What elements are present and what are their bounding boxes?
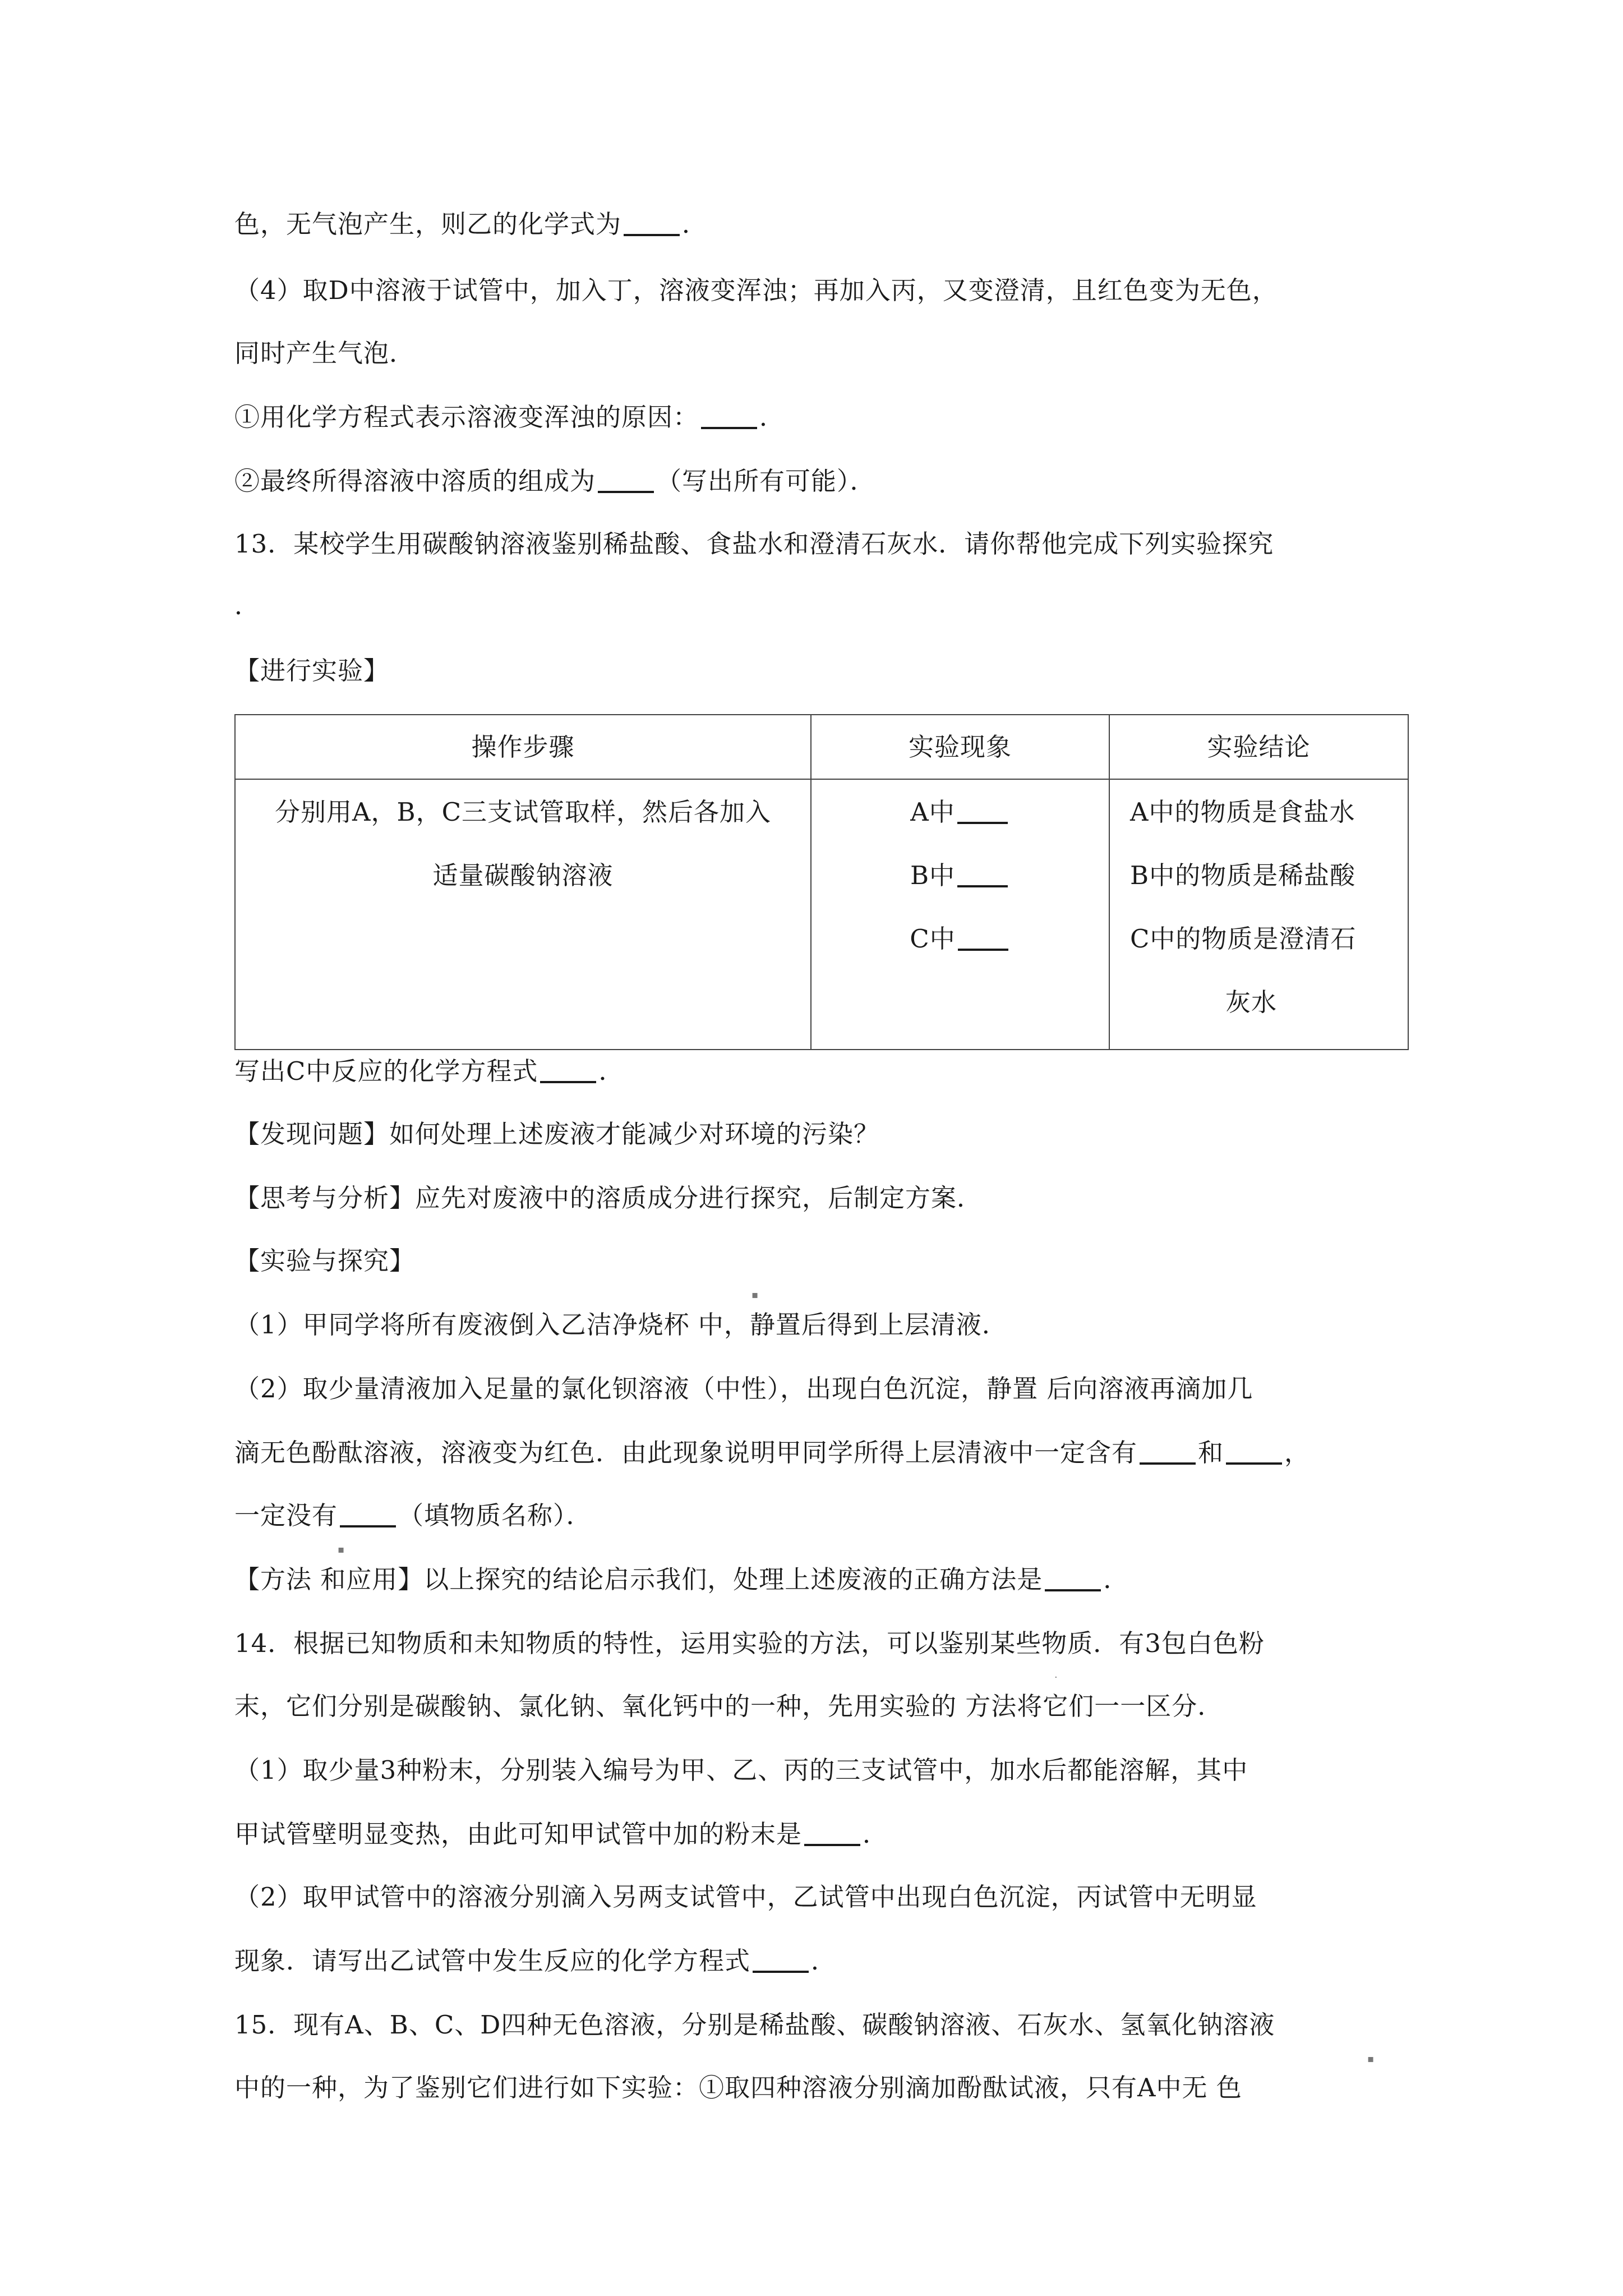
text-span: ． [598, 1056, 625, 1086]
text-line [234, 208, 708, 241]
answer-blank[interactable] [753, 1971, 809, 1973]
cell-line: 灰水 [1225, 987, 1278, 1017]
cell-text: B中 [910, 861, 956, 890]
answer-blank[interactable] [1226, 1462, 1282, 1465]
cell-line: 分别用A，B，C三支试管取样，然后各加入 [275, 797, 771, 827]
cell-text: C中 [910, 924, 956, 954]
answer-blank[interactable] [340, 1525, 396, 1527]
text-span: ． [811, 1946, 837, 1976]
text-span: 滴无色酚酞溶液，溶液变为红色．由此现象说明甲同学所得上层清液中一定含有 [234, 1438, 1138, 1467]
text-line [234, 401, 785, 434]
text-line [234, 1055, 624, 1088]
text-span: ． [759, 402, 786, 432]
answer-blank[interactable] [598, 491, 654, 493]
scan-mark: ▪ [1367, 2053, 1375, 2065]
text-line: 同时产生气泡． [234, 338, 416, 368]
conclusion-cell [1109, 779, 1408, 1050]
text-line: （1）取少量3种粉末，分别装入编号为甲、乙、丙的三支试管中，加水后都能溶解，其中 [234, 1755, 1248, 1785]
text-span: （填物质名称）． [398, 1501, 592, 1530]
text-span: ． [863, 1819, 889, 1849]
scan-mark: ▪ [751, 1289, 759, 1301]
text-line: ． [234, 591, 261, 620]
experiment-table [234, 714, 1409, 1050]
cell-line: B中的物质是稀盐酸 [1130, 861, 1356, 890]
question-14-text: 14．根据已知物质和未知物质的特性，运用实验的方法，可以鉴别某些物质．有3包白色粉 [234, 1628, 1265, 1658]
text-line: 【发现问题】如何处理上述废液才能减少对环境的污染？ [234, 1119, 880, 1149]
table-row [235, 779, 1408, 1050]
cell-text: A中 [910, 797, 955, 827]
phenomenon-cell [811, 779, 1109, 1050]
text-line [234, 1499, 592, 1533]
text-span: （写出所有可能）． [656, 466, 876, 496]
cell-line: A中的物质是食盐水 [1130, 797, 1355, 827]
table-header: 操作步骤 [235, 715, 811, 779]
scan-mark: · [1054, 1672, 1058, 1683]
text-line [234, 1436, 1310, 1470]
text-span: ①用化学方程式表示溶液变浑浊的原因： [234, 402, 699, 432]
text-span: 一定没有 [234, 1501, 338, 1530]
answer-blank[interactable] [540, 1081, 596, 1083]
text-span: 【方法 和应用】以上探究的结论启示我们，处理上述废液的正确方法是 [234, 1565, 1043, 1594]
phenomenon-line [811, 922, 1109, 986]
answer-blank[interactable] [624, 234, 680, 236]
text-span: ． [682, 209, 708, 239]
text-span: 甲试管壁明显变热，由此可知甲试管中加的粉末是 [234, 1819, 803, 1849]
answer-blank[interactable] [958, 949, 1008, 951]
answer-blank[interactable] [957, 822, 1008, 824]
text-line: （2）取少量清液加入足量的氯化钡溶液（中性），出现白色沉淀，静置 后向溶液再滴加几 [234, 1374, 1253, 1404]
table-header: 实验结论 [1109, 715, 1408, 779]
text-line: 【思考与分析】应先对废液中的溶质成分进行探究，后制定方案． [234, 1183, 983, 1213]
text-span: 色，无气泡产生，则乙的化学式为 [234, 209, 622, 239]
text-span: 写出C中反应的化学方程式 [234, 1056, 538, 1086]
question-15-text: 15．现有A、B、C、D四种无色溶液，分别是稀盐酸、碳酸钠溶液、石灰水、氢氧化钠溶液 [234, 2010, 1275, 2040]
cell-line: 适量碳酸钠溶液 [432, 861, 614, 890]
text-span: ， [1284, 1438, 1311, 1467]
phenomenon-line [811, 859, 1109, 922]
cell-line: C中的物质是澄清石 [1130, 924, 1357, 954]
text-line: （4）取D中溶液于试管中，加入丁，溶液变浑浊；再加入丙，又变澄清，且红色变为无色， [234, 275, 1278, 305]
text-span: ． [1103, 1565, 1129, 1594]
answer-blank[interactable] [701, 427, 757, 429]
text-span: 和 [1198, 1438, 1224, 1467]
text-line [234, 464, 876, 498]
text-line [234, 1944, 837, 1978]
phenomenon-line [811, 795, 1109, 859]
answer-blank[interactable] [1045, 1589, 1101, 1591]
operation-cell [235, 779, 811, 1050]
text-line: （1）甲同学将所有废液倒入乙洁净烧杯 中，静置后得到上层清液． [234, 1310, 1008, 1340]
question-13-text: 13．某校学生用碳酸钠溶液鉴别稀盐酸、食盐水和澄清石灰水．请你帮他完成下列实验探究 [234, 529, 1274, 559]
text-line [234, 1818, 888, 1851]
scan-mark: ▪ [338, 1544, 345, 1556]
text-span: 现象．请写出乙试管中发生反应的化学方程式 [234, 1946, 751, 1976]
section-heading: 【实验与探究】 [234, 1246, 416, 1276]
text-line: 末，它们分别是碳酸钠、氯化钠、氧化钙中的一种，先用实验的 方法将它们一一区分． [234, 1691, 1224, 1721]
table-header-row [235, 715, 1408, 779]
table-header: 实验现象 [811, 715, 1109, 779]
text-span: ②最终所得溶液中溶质的组成为 [234, 466, 596, 496]
answer-blank[interactable] [957, 885, 1008, 887]
text-line [234, 1563, 1129, 1596]
answer-blank[interactable] [1140, 1462, 1196, 1465]
text-line: 中的一种，为了鉴别它们进行如下实验：①取四种溶液分别滴加酚酞试液，只有A中无 色 [234, 2073, 1242, 2102]
section-heading: 【进行实验】 [234, 656, 390, 685]
text-line: （2）取甲试管中的溶液分别滴入另两支试管中，乙试管中出现白色沉淀，丙试管中无明显 [234, 1882, 1257, 1912]
answer-blank[interactable] [804, 1844, 860, 1846]
